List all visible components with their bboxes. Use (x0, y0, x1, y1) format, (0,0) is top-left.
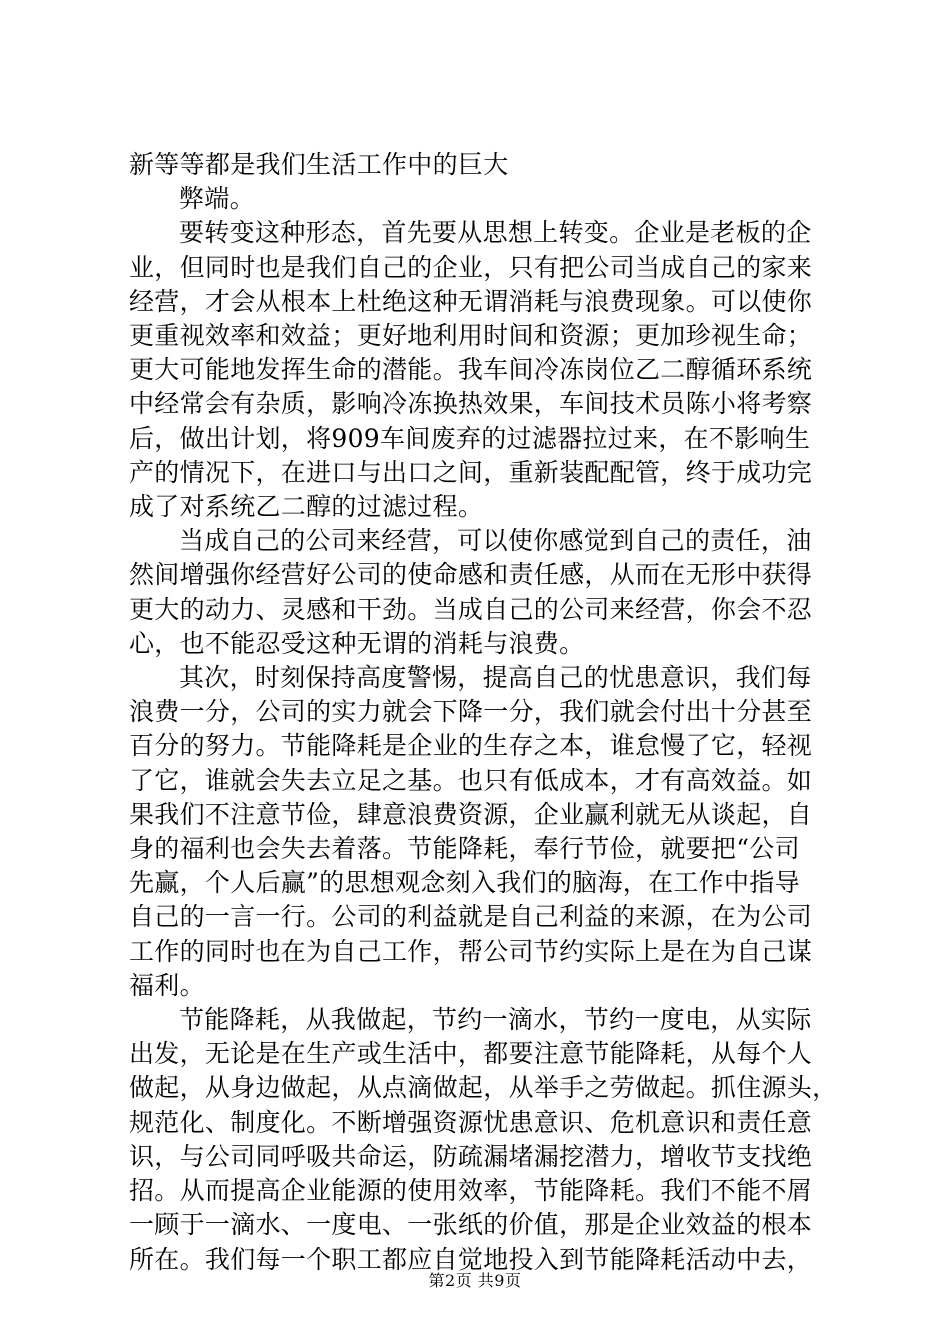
text-line: 自己的一言一行。公司的利益就是自己利益的来源，在为公司 (129, 902, 813, 932)
text-line: 规范化、制度化。不断增强资源忧患意识、危机意识和责任意 (129, 1107, 813, 1137)
body-text (129, 148, 838, 1277)
text-line: 所在。我们每一个职工都应自觉地投入到节能降耗活动中去， (129, 1244, 813, 1274)
text-line: 心，也不能忍受这种无谓的消耗与浪费。 (129, 628, 585, 658)
text-line: 出发，无论是在生产或生活中，都要注意节能降耗，从每个人 (129, 1039, 813, 1069)
paragraph-start-line: 节能降耗，从我做起，节约一滴水，节约一度电，从实际 (179, 1005, 812, 1035)
text-line: 更大的动力、灵感和干劲。当成自己的公司来经营，你会不忍 (129, 594, 813, 624)
text-line: 经营，才会从根本上杜绝这种无谓消耗与浪费现象。可以使你 (129, 286, 813, 316)
text-line: 先赢，个人后赢”的思想观念刻入我们的脑海，在工作中指导 (129, 868, 800, 898)
text-line: 更重视效率和效益；更好地利用时间和资源；更加珍视生命； (129, 321, 813, 351)
text-line: 新等等都是我们生活工作中的巨大 (129, 150, 509, 179)
paragraph-start-line: 其次，时刻保持高度警惕，提高自己的忧患意识，我们每 (179, 663, 812, 693)
paragraph-start-line: 要转变这种形态，首先要从思想上转变。企业是老板的企 (179, 218, 812, 248)
text-line: 招。从而提高企业能源的使用效率，节能降耗。我们不能不屑 (129, 1176, 813, 1206)
text-line: 一顾于一滴水、一度电、一张纸的价值，那是企业效益的根本 (129, 1210, 813, 1240)
text-line: 福利。 (129, 970, 205, 1000)
text-line: 了它，谁就会失去立足之基。也只有低成本，才有高效益。如 (129, 765, 813, 795)
text-line: 更大可能地发挥生命的潜能。我车间冷冻岗位乙二醇循环系统 (129, 355, 813, 385)
text-line: 然间增强你经营好公司的使命感和责任感，从而在无形中获得 (129, 560, 813, 590)
text-line: 中经常会有杂质，影响冷冻换热效果，车间技术员陈小将考察 (129, 389, 813, 419)
text-line: 百分的努力。节能降耗是企业的生存之本，谁怠慢了它，轻视 (129, 731, 813, 761)
text-line: 产的情况下，在进口与出口之间，重新装配配管，终于成功完 (129, 457, 813, 487)
text-line: 工作的同时也在为自己工作，帮公司节约实际上是在为自己谋 (129, 936, 813, 966)
paragraph-start-line: 当成自己的公司来经营，可以使你感觉到自己的责任，油 (179, 526, 812, 556)
text-line: 识，与公司同呼吸共命运，防疏漏堵漏挖潜力，增收节支找绝 (129, 1141, 813, 1171)
page-number-footer: 第2页 共9页 (428, 1271, 522, 1290)
text-line: 弊端。 (179, 184, 255, 214)
text-line: 业，但同时也是我们自己的企业，只有把公司当成自己的家来 (129, 252, 813, 282)
text-line: 成了对系统乙二醇的过滤过程。 (129, 492, 484, 522)
text-line: 后，做出计划，将909车间废弃的过滤器拉过来，在不影响生 (129, 423, 811, 453)
text-line: 做起，从身边做起，从点滴做起，从举手之劳做起。抓住源头， (129, 1073, 838, 1103)
text-line: 身的福利也会失去着落。节能降耗，奉行节俭，就要把“公司 (129, 834, 800, 864)
text-line: 果我们不注意节俭，肆意浪费资源，企业赢利就无从谈起，自 (129, 799, 813, 829)
text-line: 浪费一分，公司的实力就会下降一分，我们就会付出十分甚至 (129, 697, 813, 727)
